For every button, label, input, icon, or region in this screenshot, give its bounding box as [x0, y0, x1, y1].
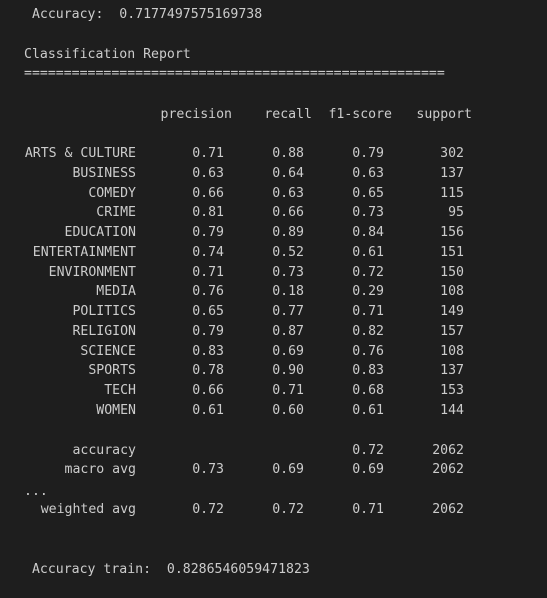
row-label: COMEDY [88, 186, 136, 201]
header-support: support [416, 107, 472, 122]
row-f1: 0.69 [352, 462, 384, 477]
row-precision: 0.73 [192, 462, 224, 477]
row-support: 156 [440, 225, 464, 240]
row-label: ENVIRONMENT [48, 265, 136, 280]
row-label: POLITICS [72, 304, 136, 319]
row-f1: 0.82 [352, 324, 384, 339]
row-f1: 0.29 [352, 284, 384, 299]
row-recall: 0.72 [272, 502, 304, 517]
row-support: 137 [440, 166, 464, 181]
row-recall: 0.73 [272, 265, 304, 280]
header-f1-score: f1-score [328, 107, 392, 122]
row-precision: 0.79 [192, 324, 224, 339]
row-support: 150 [440, 265, 464, 280]
row-f1: 0.61 [352, 245, 384, 260]
row-label: BUSINESS [72, 166, 136, 181]
row-label: ARTS & CULTURE [24, 146, 136, 161]
row-precision: 0.74 [192, 245, 224, 260]
row-support: 144 [440, 403, 464, 418]
row-recall: 0.18 [272, 284, 304, 299]
row-f1: 0.63 [352, 166, 384, 181]
row-precision: 0.72 [192, 502, 224, 517]
row-label: SPORTS [88, 363, 136, 378]
report-title: Classification Report [24, 47, 191, 62]
row-f1: 0.83 [352, 363, 384, 378]
row-recall: 0.66 [272, 205, 304, 220]
row-support: 151 [440, 245, 464, 260]
row-recall: 0.77 [272, 304, 304, 319]
row-precision: 0.71 [192, 265, 224, 280]
row-support: 157 [440, 324, 464, 339]
row-recall: 0.87 [272, 324, 304, 339]
row-recall: 0.90 [272, 363, 304, 378]
row-f1: 0.72 [352, 443, 384, 458]
row-label: weighted avg [40, 502, 136, 517]
header-recall: recall [264, 107, 312, 122]
row-precision: 0.61 [192, 403, 224, 418]
row-f1: 0.76 [352, 344, 384, 359]
separator-line: ===================================================== [24, 66, 445, 81]
row-recall: 0.52 [272, 245, 304, 260]
row-precision: 0.76 [192, 284, 224, 299]
row-f1: 0.68 [352, 383, 384, 398]
row-f1: 0.71 [352, 502, 384, 517]
row-label: CRIME [96, 205, 136, 220]
row-label: RELIGION [72, 324, 136, 339]
row-recall: 0.88 [272, 146, 304, 161]
row-precision: 0.65 [192, 304, 224, 319]
row-f1: 0.65 [352, 186, 384, 201]
row-label: ENTERTAINMENT [32, 245, 136, 260]
row-precision: 0.71 [192, 146, 224, 161]
accuracy-train-line: Accuracy train: 0.8286546059471823 [24, 562, 310, 577]
row-support: 149 [440, 304, 464, 319]
row-f1: 0.71 [352, 304, 384, 319]
row-recall: 0.64 [272, 166, 304, 181]
row-label: SCIENCE [80, 344, 136, 359]
row-label: MEDIA [96, 284, 136, 299]
row-support: 153 [440, 383, 464, 398]
accuracy-line: Accuracy: 0.7177497575169738 [24, 7, 263, 22]
row-support: 2062 [432, 462, 464, 477]
row-support: 137 [440, 363, 464, 378]
row-f1: 0.72 [352, 265, 384, 280]
row-recall: 0.60 [272, 403, 304, 418]
truncation-ellipsis: ... [24, 484, 48, 499]
row-label: WOMEN [96, 403, 136, 418]
row-label: EDUCATION [64, 225, 136, 240]
row-support: 2062 [432, 502, 464, 517]
row-precision: 0.78 [192, 363, 224, 378]
row-support: 108 [440, 344, 464, 359]
row-recall: 0.63 [272, 186, 304, 201]
row-f1: 0.73 [352, 205, 384, 220]
row-recall: 0.89 [272, 225, 304, 240]
row-precision: 0.66 [192, 186, 224, 201]
row-f1: 0.84 [352, 225, 384, 240]
row-support: 302 [440, 146, 464, 161]
row-f1: 0.79 [352, 146, 384, 161]
row-support: 95 [448, 205, 464, 220]
row-label: TECH [104, 383, 136, 398]
header-precision: precision [160, 107, 232, 122]
row-support: 108 [440, 284, 464, 299]
row-precision: 0.79 [192, 225, 224, 240]
row-precision: 0.81 [192, 205, 224, 220]
row-f1: 0.61 [352, 403, 384, 418]
row-label: accuracy [72, 443, 136, 458]
row-precision: 0.66 [192, 383, 224, 398]
row-precision: 0.63 [192, 166, 224, 181]
row-support: 2062 [432, 443, 464, 458]
row-support: 115 [440, 186, 464, 201]
row-recall: 0.69 [272, 462, 304, 477]
row-recall: 0.71 [272, 383, 304, 398]
row-precision: 0.83 [192, 344, 224, 359]
row-recall: 0.69 [272, 344, 304, 359]
row-label: macro avg [64, 462, 136, 477]
